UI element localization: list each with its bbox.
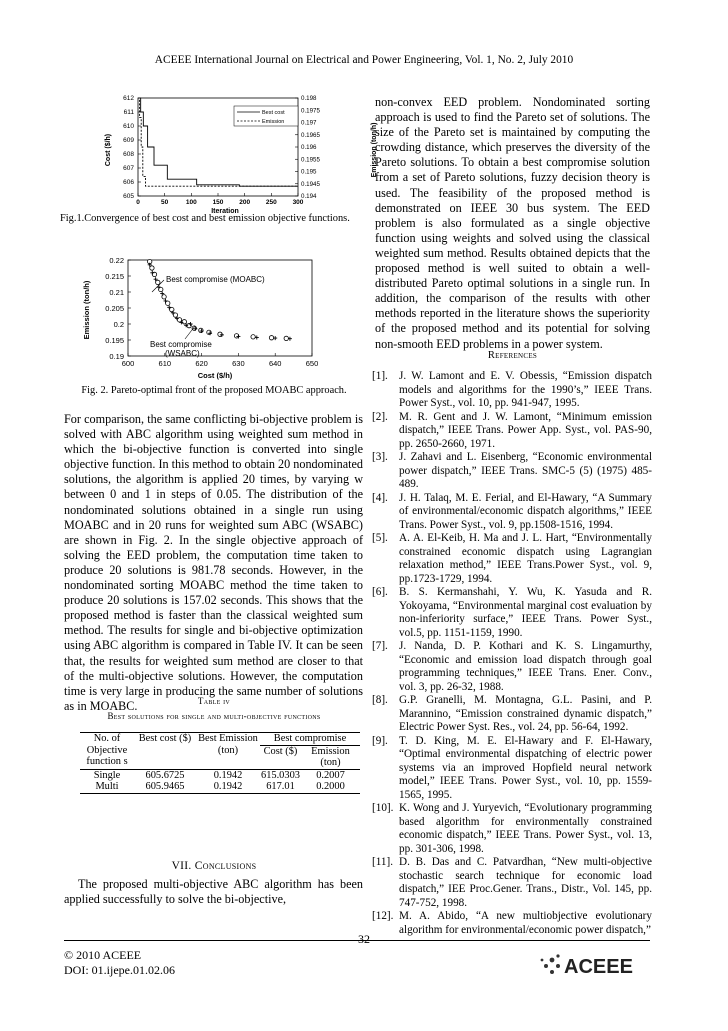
table-caption: Best solutions for single and multi-objective functions	[107, 711, 321, 721]
table-row: Multi 605.9465 0.1942 617.01 0.2000	[80, 781, 360, 793]
fig2-y-tick-label: 0.2	[113, 320, 124, 329]
reference-text: J. Nanda, D. P. Kothari and K. S. Lingamurthy, “Economic and emission load dispatch through goal programming techniques,” IEEE Trans. Ener. Conv., vol. 3, pp. 26-32, 1988.	[399, 640, 652, 693]
reference-text: G.P. Granelli, M. Montagna, G.L. Pasini, and P. Marannino, “Emission constrained dynamic dispatch,” Electric Power Syst. Res., vol. 24, pp. 56-64, 1992.	[399, 694, 652, 733]
reference-item	[372, 492, 652, 533]
results-table	[80, 732, 360, 794]
copyright-text: © 2010 ACEEE	[64, 948, 142, 962]
reference-number: [7].	[372, 640, 388, 652]
reference-number: [4].	[372, 491, 388, 504]
fig2-point-moabc	[156, 280, 160, 284]
body-paragraph-right: non-convex EED problem. Nondominated sorting approach is used to find the Pareto set of solutions. The size of the Pareto set is maintained by computing the crowding distance, which preserves the diversity of the Pareto solutions. To obtain a best compromise solution from a set of Pareto solutions, fuzzy decision theory is used. The feasibility of the proposed method is demonstrated on IEEE 30 bus system. The EED problem is also formulated as a single objective function using weights and solved using the classical weighted sum method. Results obtained depicts that the proposed method is well suited to obtain a well-distributed Pareto optimal solutions in a single run. In addition, the comparison of the results with other methods reported in the literature shows the superiority of the proposed method and its potential for solving non-smooth EED problems in a power system.	[375, 95, 650, 351]
fig1-y2-tick-label: 0.198	[301, 95, 317, 102]
fig2-y-tick-label: 0.215	[105, 272, 124, 281]
reference-text: B. S. Kermanshahi, Y. Wu, K. Yasuda and R. Yokoyama, “Environmental marginal cost evaluation by non-inferiority surface,” IEEE Trans. Power Syst., vol.5, pp. 1151-1159, 1990.	[399, 586, 652, 639]
fig2-point-moabc	[251, 335, 255, 339]
fig1-y2-tick-label: 0.1955	[301, 156, 320, 164]
reference-item	[372, 694, 652, 735]
fig2-point-moabc	[284, 336, 288, 340]
reference-item	[372, 451, 652, 492]
th-best-emission: Best Emission (ton)	[198, 733, 258, 756]
reference-number: [11].	[372, 856, 394, 868]
fig2-ylabel: Emission (ton/h)	[82, 280, 91, 340]
reference-number: [12].	[372, 910, 394, 922]
logo-text: ACEEE	[564, 956, 633, 978]
fig1-x-tick-label: 100	[185, 199, 197, 206]
fig1-y2-tick-label: 0.1965	[301, 131, 320, 139]
fig1-x-tick-label: 300	[292, 199, 304, 206]
fig2-x-tick-label: 630	[232, 359, 245, 368]
fig1-y2-tick-label: 0.196	[301, 144, 317, 151]
reference-number: [3].	[372, 451, 388, 463]
reference-item	[372, 411, 652, 452]
reference-item	[372, 586, 652, 640]
fig1-y2label: Emission (ton/h)	[371, 122, 378, 178]
page-number: 32	[358, 932, 370, 946]
fig1-x-tick-label: 150	[212, 199, 224, 206]
fig2-xlabel: Cost ($/h)	[197, 371, 233, 380]
running-header: ACEEE International Journal on Electrical and Power Engineering, Vol. 1, No. 2, July 2010	[154, 54, 574, 66]
th-best-cost: Best cost ($)	[138, 733, 192, 744]
references-list	[372, 370, 652, 937]
th-objectives: No. of Objective function s	[86, 733, 128, 768]
fig1-y-tick-label: 611	[123, 109, 134, 116]
reference-text: J. Zahavi and L. Eisenberg, “Economic environmental power dispatch,” IEEE Trans. SMC-5 (5) (1975) 485-489.	[399, 451, 652, 490]
fig2-y-tick-label: 0.205	[105, 304, 124, 313]
reference-number: [1].	[372, 370, 388, 382]
doi-text: DOI: 01.ijepe.01.02.06	[64, 963, 175, 977]
fig1-y-tick-label: 605	[123, 193, 134, 200]
fig2-y-tick-label: 0.19	[109, 352, 124, 361]
reference-text: K. Wong and J. Yuryevich, “Evolutionary programming based algorithm for environmentally constrained economic dispatch,” IEEE Trans. Power Syst., vol. 13, pp. 301-306, 1998.	[399, 802, 652, 855]
section-title-conclusions: VII. Conclusions	[171, 860, 257, 872]
fig2-point-moabc	[269, 336, 273, 340]
fig2-annot-wsabc: Best compromise	[150, 340, 212, 349]
fig1-y-tick-label: 609	[123, 137, 134, 144]
fig1-y2-tick-label: 0.1945	[301, 180, 320, 188]
reference-number: [6].	[372, 586, 388, 598]
table-title: Table iv	[197, 696, 231, 706]
fig1-caption: Fig.1.Convergence of best cost and best emission objective functions.	[60, 213, 350, 224]
footer-divider	[64, 940, 650, 941]
fig2-x-tick-label: 610	[158, 359, 172, 368]
fig1-y2-tick-label: 0.1975	[301, 107, 320, 115]
reference-item	[372, 370, 652, 411]
fig1-x-tick-label: 250	[265, 199, 277, 206]
fig2-y-tick-label: 0.22	[109, 256, 124, 265]
reference-text: M. A. Abido, “A new multiobjective evolutionary algorithm for environmental/economic power dispatch,”	[399, 910, 652, 936]
fig2-y-tick-label: 0.21	[109, 288, 124, 297]
fig2-x-tick-label: 600	[121, 359, 135, 368]
fig2-chart	[80, 252, 370, 382]
fig1-y-tick-label: 612	[123, 95, 134, 102]
reference-text: J. H. Talaq, M. E. Ferial, and El-Hawary, “A Summary of environmental/economic dispatch algorithms,” IEEE Trans. Power Syst., vol. 9, pp.1508-1516, 1994.	[399, 491, 652, 531]
fig2-point-moabc	[150, 266, 154, 270]
fig1-y-tick-label: 606	[123, 179, 134, 186]
reference-text: T. D. King, M. E. El-Hawary and F. El-Hawary, “Optimal environmental dispatching of electric power systems via an improved Hopfield neural network model,” IEEE Trans. Power Syst., vol. 10, pp. 1559-1565, 1995.	[399, 734, 652, 801]
reference-number: [5].	[372, 532, 388, 544]
reference-number: [10].	[372, 802, 394, 814]
th-compromise-cost: Cost ($)	[263, 745, 298, 757]
fig1-xlabel: Iteration	[211, 208, 239, 215]
reference-item	[372, 532, 652, 586]
fig1-x-tick-label: 50	[161, 199, 169, 206]
body-paragraph-left: For comparison, the same conflicting bi-objective problem is solved with ABC algorithm using weighted sum method in which the bi-objective function is converted into single objective function. In this method to obtain 20 nondominated solutions, the algorithm is applied 20 times, by varying w between 0 and 1 in steps of 0.05. The distribution of the nondominated solutions obtained in a single run using MOABC and in 20 runs for weighted sum ABC (WSABC) are shown in Fig. 2. In the single objective approach of solving the EED problem, the computation time taken to produce 20 solutions is 981.78 seconds. However, in the nondominated sorting MOABC method the time taken to produce 20 solutions is 157.02 seconds. This shows that the proposed method is faster than the classical weighted sum method. The results for single and bi-objective optimization using ABC algorithm is compared in Table IV. It can be seen that, the results for weighted sum method are closer to that of the multi-objective solutions. However, the computation time is very large in producing the same number of solutions as in MOABC.	[64, 412, 363, 713]
th-best-compromise: Best compromise	[260, 733, 360, 746]
fig2-annot-moabc: Best compromise (MOABC)	[166, 275, 265, 284]
fig1-y2-tick-label: 0.197	[301, 119, 317, 127]
fig2-x-tick-label: 620	[195, 359, 208, 368]
fig1-y2-tick-label: 0.194	[301, 193, 317, 200]
fig1-legend-cost: Best cost	[262, 110, 285, 116]
fig2-caption: Fig. 2. Pareto-optimal front of the proposed MOABC approach.	[81, 385, 347, 396]
reference-item	[372, 802, 652, 856]
reference-text: J. W. Lamont and E. V. Obessis, “Emission dispatch models and algorithms for the 1990’s,” IEEE Trans. Power Syst., vol. 10, pp. 941-947, 1995.	[399, 370, 652, 409]
fig1-x-tick-label: 0	[136, 199, 140, 206]
reference-item	[372, 856, 652, 910]
fig2-x-tick-label: 650	[305, 359, 319, 368]
fig1-y-tick-label: 608	[123, 151, 134, 158]
fig2-x-tick-label: 640	[268, 359, 282, 368]
fig1-y2-tick-label: 0.195	[301, 168, 317, 176]
fig1-legend-emission: Emission	[262, 119, 285, 125]
fig1-ylabel: Cost ($/h)	[105, 133, 112, 167]
table-row: Single 605.6725 0.1942 615.0303 0.2007	[80, 769, 360, 781]
fig1-x-tick-label: 200	[239, 199, 251, 206]
reference-item	[372, 735, 652, 803]
reference-number: [9].	[372, 734, 388, 747]
reference-item	[372, 640, 652, 694]
reference-text: D. B. Das and C. Patvardhan, “New multi-objective stochastic search technique for economic load dispatch,” IEE Proc.Gener. Trans., Distr., Vol. 145, pp. 747-752, 1998.	[399, 856, 652, 909]
reference-number: [8].	[372, 694, 388, 706]
footer-copyright	[64, 948, 175, 978]
conclusion-paragraph: The proposed multi-objective ABC algorithm has been applied successfully to solve the bi-objective,	[64, 877, 363, 907]
fig1-legend	[234, 106, 298, 126]
reference-text: A. A. El-Keib, H. Ma and J. L. Hart, “Environmentally constrained economic dispatch using Lagrangian relaxation method,” IEEE Trans.Power Syst., vol. 9, pp.1723-1729, 1994.	[399, 532, 652, 585]
fig1-y-tick-label: 607	[123, 165, 134, 172]
fig2-annot-wsabc-2: (WSABC)	[165, 349, 200, 358]
reference-number: [2].	[372, 410, 388, 423]
fig1-y-tick-label: 610	[123, 123, 134, 130]
references-title: References	[487, 350, 538, 361]
aceee-logo	[538, 944, 650, 980]
reference-text: M. R. Gent and J. W. Lamont, “Minimum emission dispatch,” IEEE Trans. Power App. Syst., vol. PAS-90, pp. 2650-2660, 1971.	[399, 410, 652, 450]
fig2-y-tick-label: 0.195	[105, 336, 124, 345]
th-compromise-emission: Emission (ton)	[311, 745, 350, 769]
fig2-point-moabc	[166, 301, 170, 305]
fig2-point-moabc	[199, 328, 203, 332]
fig1-chart	[90, 92, 380, 217]
